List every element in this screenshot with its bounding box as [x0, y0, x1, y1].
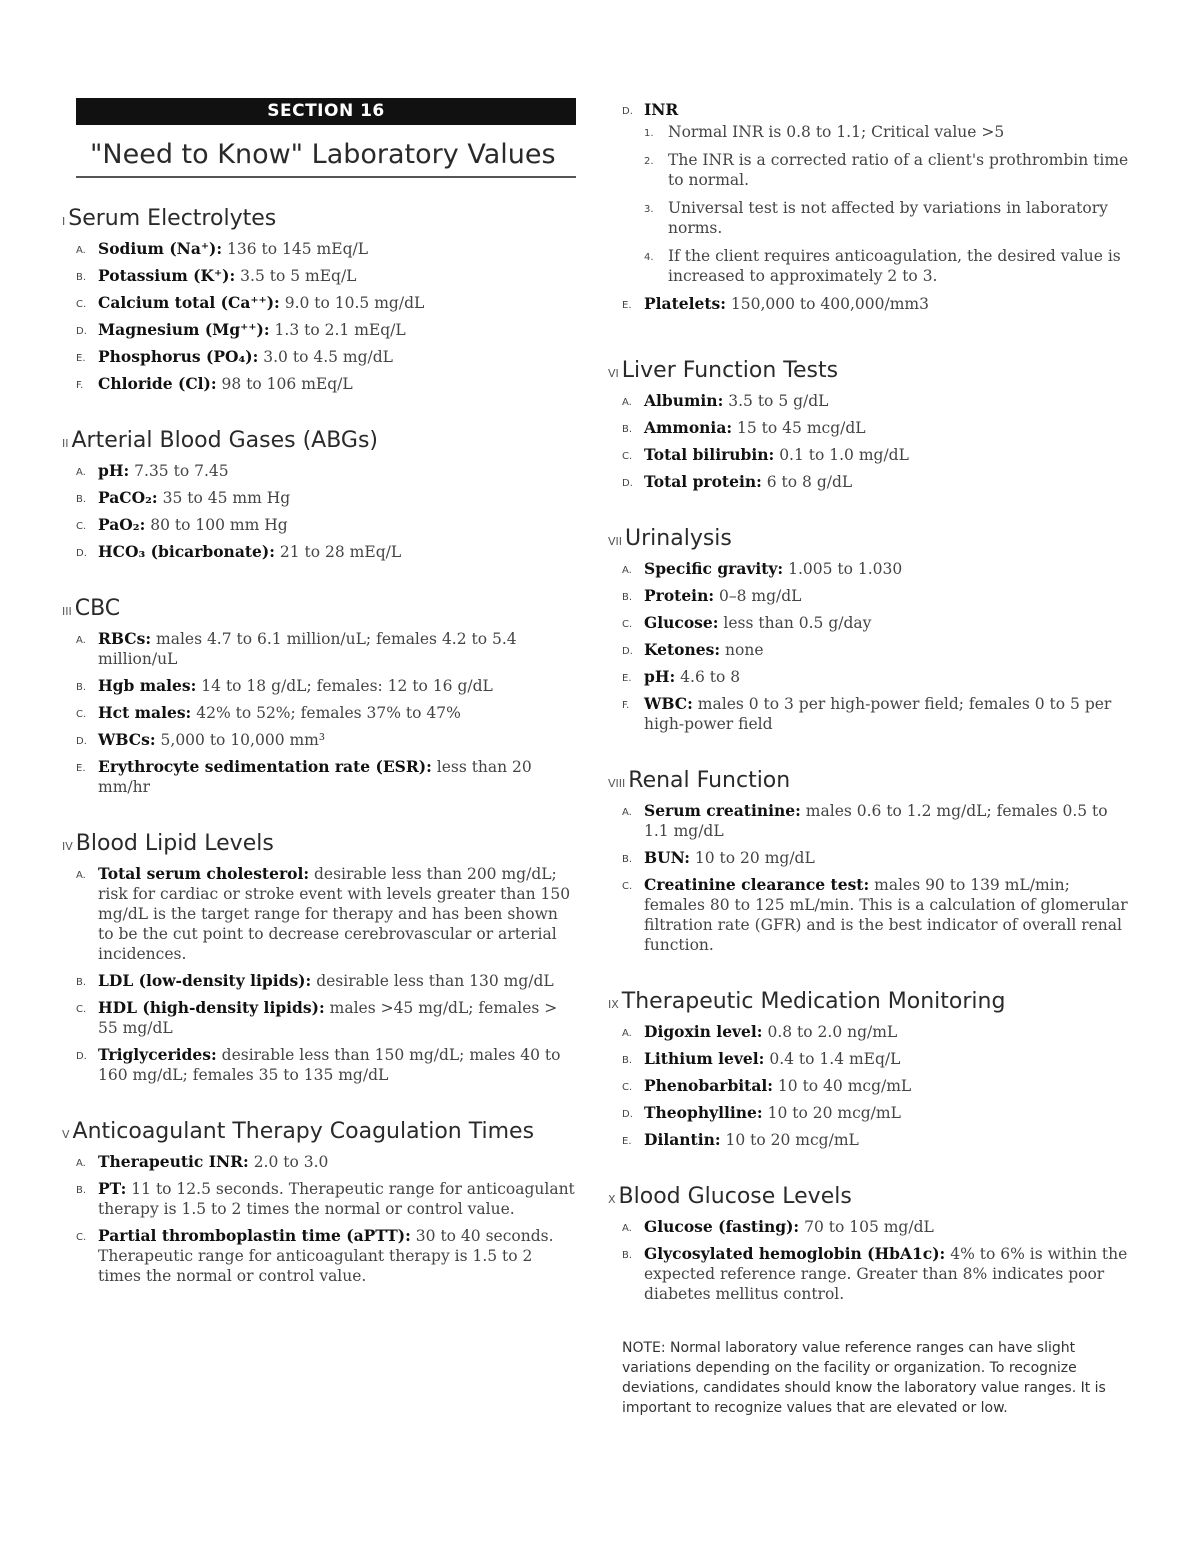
lab-value-item: [76, 1226, 576, 1286]
section-number: II: [62, 437, 69, 450]
point-number: 2.: [644, 156, 654, 167]
item-value: desirable less than 150 mg/dL; males 40 to 160 mg/dL; females 35 to 135 mg/dL: [98, 1046, 561, 1084]
lab-value-item: [622, 559, 1132, 579]
item-label: Glucose:: [644, 613, 719, 632]
item-letter: D.: [622, 646, 633, 657]
lab-value-item: [76, 542, 576, 562]
section-heading: [62, 428, 576, 453]
point-number: 4.: [644, 252, 654, 263]
item-value: less than 0.5 g/day: [723, 614, 872, 632]
item-letter: A.: [76, 245, 86, 256]
section-title: Urinalysis: [625, 526, 732, 551]
item-label: PaCO₂:: [98, 488, 158, 507]
item-letter: F.: [76, 380, 84, 391]
item-label: Total bilirubin:: [644, 445, 775, 464]
item-letter: D.: [622, 1109, 633, 1120]
point-text: Universal test is not affected by variations in laboratory norms.: [668, 199, 1108, 237]
item-letter: E.: [622, 1136, 632, 1147]
section-arterial-blood-gases-abgs: [62, 428, 576, 562]
lab-value-item: [622, 1103, 1132, 1123]
lab-value-item: [622, 1244, 1132, 1304]
section-heading: [62, 831, 576, 856]
item-letter: C.: [622, 619, 633, 630]
item-letter: C.: [76, 299, 87, 310]
lab-value-item: [76, 461, 576, 481]
section-blood-lipid-levels: [62, 831, 576, 1085]
point-number: 3.: [644, 204, 654, 215]
section-number: I: [62, 215, 66, 228]
item-value: males 90 to 139 mL/min; females 80 to 125 mL/min. This is a calculation of glomerular filtration rate (GFR) and is the best indicator of overall renal function.: [644, 876, 1128, 954]
item-label: Platelets:: [644, 294, 726, 313]
item-value: 0–8 mg/dL: [719, 587, 802, 605]
item-letter: C.: [76, 709, 87, 720]
lab-value-item: [622, 418, 1132, 438]
item-value: 70 to 105 mg/dL: [804, 1218, 934, 1236]
item-label: Triglycerides:: [98, 1045, 217, 1064]
item-value: less than 20 mm/hr: [98, 758, 532, 796]
lab-value-item: [76, 1152, 576, 1172]
item-value: 3.0 to 4.5 mg/dL: [263, 348, 393, 366]
inr-point: [644, 246, 1132, 286]
item-label: Ketones:: [644, 640, 721, 659]
section-therapeutic-medication-monitoring: [608, 989, 1132, 1150]
item-label: Magnesium (Mg⁺⁺):: [98, 320, 270, 339]
platelets-item: [622, 294, 1132, 314]
lab-value-item: [76, 629, 576, 669]
item-value: 4.6 to 8: [680, 668, 741, 686]
section-number: V: [62, 1128, 70, 1141]
item-value: males 0.6 to 1.2 mg/dL; females 0.5 to 1.1 mg/dL: [644, 802, 1108, 840]
item-label: PT:: [98, 1179, 127, 1198]
right-column: [608, 100, 1132, 1418]
section-number: VII: [608, 535, 623, 548]
point-number: 1.: [644, 128, 654, 139]
item-label: Theophylline:: [644, 1103, 763, 1122]
item-label: Albumin:: [644, 391, 724, 410]
section-title: Therapeutic Medication Monitoring: [621, 989, 1006, 1014]
item-value: 0.1 to 1.0 mg/dL: [779, 446, 909, 464]
item-value: 98 to 106 mEq/L: [221, 375, 353, 393]
item-label: WBC:: [644, 694, 693, 713]
item-letter: A.: [76, 870, 86, 881]
item-label: Hgb males:: [98, 676, 197, 695]
lab-value-item: [622, 445, 1132, 465]
section-number: IV: [62, 840, 73, 853]
lab-value-item: [76, 293, 576, 313]
lab-value-item: [622, 1217, 1132, 1237]
section-number: X: [608, 1193, 616, 1206]
section-heading: [608, 526, 1132, 551]
item-letter: B.: [76, 494, 87, 505]
inr-point: [644, 198, 1132, 238]
item-label: Ammonia:: [644, 418, 733, 437]
lab-value-item: [622, 875, 1132, 955]
item-value: desirable less than 130 mg/dL: [316, 972, 554, 990]
lab-value-item: [76, 757, 576, 797]
item-label: Erythrocyte sedimentation rate (ESR):: [98, 757, 432, 776]
left-column: [62, 98, 576, 1320]
section-blood-glucose-levels: [608, 1184, 1132, 1304]
lab-value-item: [76, 488, 576, 508]
item-label: WBCs:: [98, 730, 156, 749]
item-letter: B.: [622, 1055, 633, 1066]
item-letter: A.: [622, 807, 632, 818]
item-letter: B.: [622, 424, 633, 435]
item-label: Chloride (Cl):: [98, 374, 217, 393]
section-heading: [62, 206, 576, 231]
left-sections: [62, 206, 576, 1286]
item-value: 14 to 18 g/dL; females: 12 to 16 g/dL: [201, 677, 493, 695]
lab-value-item: [76, 1179, 576, 1219]
item-value: 5,000 to 10,000 mm³: [160, 731, 326, 749]
item-letter: E.: [76, 353, 86, 364]
item-letter: D.: [622, 478, 633, 489]
item-value: 1.3 to 2.1 mEq/L: [274, 321, 406, 339]
section-title: Arterial Blood Gases (ABGs): [71, 428, 378, 453]
item-label: BUN:: [644, 848, 690, 867]
right-sections: [608, 358, 1132, 1304]
lab-value-item: [622, 472, 1132, 492]
section-liver-function-tests: [608, 358, 1132, 492]
item-value: 7.35 to 7.45: [134, 462, 229, 480]
item-value: 80 to 100 mm Hg: [150, 516, 288, 534]
item-label: INR: [644, 100, 679, 119]
section-heading: [608, 1184, 1132, 1209]
item-value: 9.0 to 10.5 mg/dL: [284, 294, 425, 312]
section-heading: [62, 1119, 576, 1144]
item-value: 150,000 to 400,000/mm3: [730, 295, 929, 313]
item-letter: C.: [76, 1232, 87, 1243]
section-heading: [608, 358, 1132, 383]
item-label: Phosphorus (PO₄):: [98, 347, 259, 366]
lab-value-item: [76, 515, 576, 535]
point-text: The INR is a corrected ratio of a client's prothrombin time to normal.: [668, 151, 1129, 189]
item-letter: B.: [622, 1250, 633, 1261]
item-label: Potassium (K⁺):: [98, 266, 236, 285]
item-letter: D.: [76, 548, 87, 559]
item-letter: B.: [76, 1185, 87, 1196]
section-serum-electrolytes: [62, 206, 576, 394]
item-label: Glucose (fasting):: [644, 1217, 800, 1236]
item-value: 6 to 8 g/dL: [766, 473, 853, 491]
lab-value-item: [76, 347, 576, 367]
item-letter: B.: [76, 977, 87, 988]
lab-value-item: [622, 1130, 1132, 1150]
section-title: Serum Electrolytes: [68, 206, 277, 231]
section-title: Renal Function: [628, 768, 791, 793]
item-value: 1.005 to 1.030: [788, 560, 903, 578]
lab-value-item: [622, 640, 1132, 660]
item-value: 2.0 to 3.0: [253, 1153, 329, 1171]
item-value: 4% to 6% is within the expected reference range. Greater than 8% indicates poor diabetes mellitus control.: [644, 1245, 1128, 1303]
item-letter: A.: [622, 1223, 632, 1234]
lab-value-item: [622, 1049, 1132, 1069]
lab-value-item: [76, 1045, 576, 1085]
item-letter: E.: [622, 300, 632, 311]
item-letter: A.: [76, 635, 86, 646]
lab-value-item: [622, 1022, 1132, 1042]
lab-value-item: [622, 391, 1132, 411]
item-letter: B.: [622, 854, 633, 865]
item-label: Sodium (Na⁺):: [98, 239, 223, 258]
item-letter: F.: [622, 700, 630, 711]
item-value: 21 to 28 mEq/L: [279, 543, 402, 561]
item-letter: C.: [622, 451, 633, 462]
section-title: CBC: [74, 596, 121, 621]
item-letter: D.: [76, 1051, 87, 1062]
section-number: VIII: [608, 777, 626, 790]
inr-points: [644, 122, 1132, 286]
item-label: Total serum cholesterol:: [98, 864, 310, 883]
item-label: HCO₃ (bicarbonate):: [98, 542, 275, 561]
item-value: 11 to 12.5 seconds. Therapeutic range for anticoagulant therapy is 1.5 to 2 times the normal or control value.: [98, 1180, 575, 1218]
item-label: Digoxin level:: [644, 1022, 763, 1041]
item-letter: A.: [76, 1158, 86, 1169]
section-title: Blood Glucose Levels: [618, 1184, 852, 1209]
item-letter: A.: [76, 467, 86, 478]
item-value: 136 to 145 mEq/L: [227, 240, 369, 258]
item-label: PaO₂:: [98, 515, 146, 534]
section-urinalysis: [608, 526, 1132, 734]
item-letter: C.: [622, 1082, 633, 1093]
item-letter: B.: [622, 592, 633, 603]
item-value: 10 to 40 mcg/mL: [777, 1077, 912, 1095]
section-heading: [608, 768, 1132, 793]
item-letter: A.: [622, 397, 632, 408]
lab-value-item: [76, 239, 576, 259]
section-heading: [62, 596, 576, 621]
item-label: Dilantin:: [644, 1130, 721, 1149]
item-label: Serum creatinine:: [644, 801, 801, 820]
section-number: III: [62, 605, 72, 618]
item-value: 10 to 20 mg/dL: [694, 849, 815, 867]
inr-point: [644, 150, 1132, 190]
item-label: Hct males:: [98, 703, 192, 722]
item-value: 35 to 45 mm Hg: [162, 489, 291, 507]
section-heading: [608, 989, 1132, 1014]
item-label: Glycosylated hemoglobin (HbA1c):: [644, 1244, 946, 1263]
lab-value-item: [622, 667, 1132, 687]
lab-value-item: [622, 586, 1132, 606]
lab-value-item: [76, 374, 576, 394]
lab-value-item: [622, 694, 1132, 734]
lab-value-item: [622, 801, 1132, 841]
lab-value-item: [76, 676, 576, 696]
section-number: IX: [608, 998, 619, 1011]
item-value: males 0 to 3 per high-power field; females 0 to 5 per high-power field: [644, 695, 1112, 733]
item-letter: A.: [622, 565, 632, 576]
item-value: 3.5 to 5 mEq/L: [240, 267, 357, 285]
item-value: 42% to 52%; females 37% to 47%: [196, 704, 461, 722]
lab-value-item: [622, 613, 1132, 633]
item-value: 30 to 40 seconds. Therapeutic range for anticoagulant therapy is 1.5 to 2 times the normal or control value.: [98, 1227, 554, 1285]
item-letter: D.: [76, 326, 87, 337]
item-letter: C.: [622, 881, 633, 892]
item-label: Phenobarbital:: [644, 1076, 773, 1095]
section-title: Anticoagulant Therapy Coagulation Times: [72, 1119, 535, 1144]
section-cbc: [62, 596, 576, 797]
page-title: "Need to Know" Laboratory Values: [76, 125, 576, 178]
item-label: LDL (low-density lipids):: [98, 971, 312, 990]
lab-value-item: [76, 703, 576, 723]
lab-value-item: [76, 730, 576, 750]
item-label: Protein:: [644, 586, 715, 605]
item-letter: D.: [622, 106, 633, 117]
section-title: Liver Function Tests: [621, 358, 839, 383]
item-letter: E.: [622, 673, 632, 684]
item-label: Lithium level:: [644, 1049, 765, 1068]
lab-value-item: [76, 266, 576, 286]
section-number: VI: [608, 367, 619, 380]
item-letter: C.: [76, 1004, 87, 1015]
item-label: Specific gravity:: [644, 559, 784, 578]
item-label: Partial thromboplastin time (aPTT):: [98, 1226, 411, 1245]
lab-value-item: [622, 848, 1132, 868]
inr-point: [644, 122, 1132, 142]
lab-value-item: [76, 971, 576, 991]
item-letter: B.: [76, 272, 87, 283]
item-label: Total protein:: [644, 472, 762, 491]
item-value: 15 to 45 mcg/dL: [737, 419, 866, 437]
item-value: none: [725, 641, 764, 659]
inr-item: [622, 100, 1132, 286]
item-letter: B.: [76, 682, 87, 693]
section-banner: SECTION 16: [76, 98, 576, 125]
section-renal-function: [608, 768, 1132, 955]
lab-value-item: [76, 998, 576, 1038]
item-label: pH:: [98, 461, 130, 480]
section-anticoagulant-therapy-coagulation-times: [62, 1119, 576, 1286]
item-label: Therapeutic INR:: [98, 1152, 249, 1171]
item-value: 10 to 20 mcg/mL: [725, 1131, 859, 1149]
item-value: 0.8 to 2.0 ng/mL: [767, 1023, 898, 1041]
point-text: Normal INR is 0.8 to 1.1; Critical value >5: [668, 123, 1005, 141]
item-value: males >45 mg/dL; females > 55 mg/dL: [98, 999, 558, 1037]
item-value: males 4.7 to 6.1 million/uL; females 4.2 to 5.4 million/uL: [98, 630, 517, 668]
item-value: 3.5 to 5 g/dL: [728, 392, 829, 410]
item-label: RBCs:: [98, 629, 152, 648]
item-label: Calcium total (Ca⁺⁺):: [98, 293, 280, 312]
item-letter: E.: [76, 763, 86, 774]
item-letter: C.: [76, 521, 87, 532]
lab-value-item: [76, 864, 576, 964]
item-value: 0.4 to 1.4 mEq/L: [769, 1050, 901, 1068]
lab-value-item: [622, 1076, 1132, 1096]
note-text: NOTE: Normal laboratory value reference ranges can have slight variations depending on the facility or organization. To recognize deviations, candidates should know the laboratory value ranges. It is important to recognize values that are elevated or low.: [622, 1340, 1106, 1416]
item-letter: D.: [76, 736, 87, 747]
item-label: HDL (high-density lipids):: [98, 998, 325, 1017]
item-label: Creatinine clearance test:: [644, 875, 870, 894]
item-letter: A.: [622, 1028, 632, 1039]
point-text: If the client requires anticoagulation, the desired value is increased to approximately 2 to 3.: [668, 247, 1121, 285]
item-value: desirable less than 200 mg/dL; risk for cardiac or stroke event with levels greater than 150 mg/dL is the target range for therapy and has been shown to be the cut point to decrease cerebrovascular or arterial incidences.: [98, 865, 571, 963]
lab-value-item: [76, 320, 576, 340]
item-value: 10 to 20 mcg/mL: [767, 1104, 901, 1122]
item-label: pH:: [644, 667, 676, 686]
section-title: Blood Lipid Levels: [75, 831, 274, 856]
